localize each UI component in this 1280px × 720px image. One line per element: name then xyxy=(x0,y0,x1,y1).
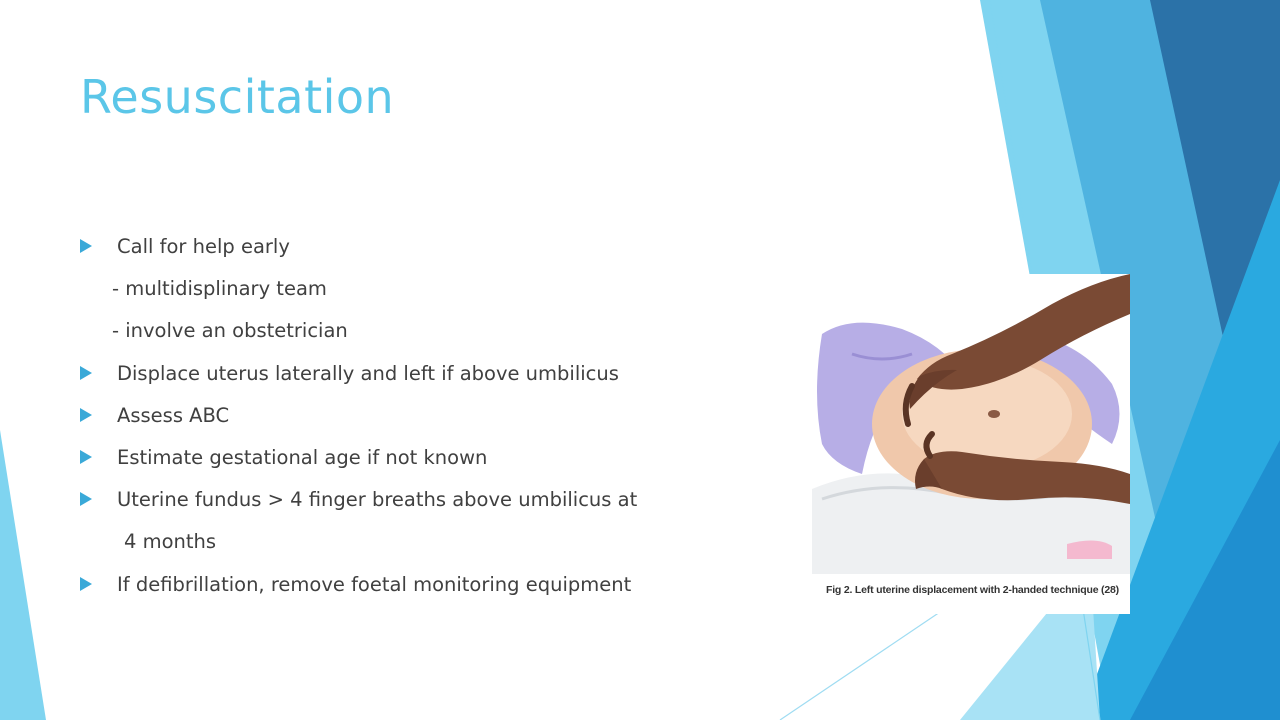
list-item xyxy=(80,568,631,600)
list-item-text: Call for help early xyxy=(117,234,290,258)
list-item xyxy=(80,483,637,515)
list-subitem xyxy=(112,272,327,304)
list-item-text: 4 months xyxy=(124,529,217,553)
list-continuation xyxy=(124,525,216,557)
list-item-text: Estimate gestational age if not known xyxy=(117,445,488,469)
list-item-text: - involve an obstetrician xyxy=(112,318,348,342)
slide-title: Resuscitation xyxy=(80,70,395,124)
arrow-bullet-icon xyxy=(80,357,117,389)
arrow-bullet-icon xyxy=(80,483,117,515)
uterine-displacement-figure xyxy=(812,274,1130,614)
figure-caption: Fig 2. Left uterine displacement with 2-handed technique (28) xyxy=(826,584,1119,596)
list-subitem xyxy=(112,314,348,346)
uterine-displacement-illustration xyxy=(812,274,1130,574)
list-item-text: Displace uterus laterally and left if above umbilicus xyxy=(117,361,619,385)
arrow-bullet-icon xyxy=(80,441,117,473)
list-item xyxy=(80,357,619,389)
arrow-bullet-icon xyxy=(80,568,117,600)
list-item xyxy=(80,441,487,473)
arrow-bullet-icon xyxy=(80,399,117,431)
arrow-bullet-icon xyxy=(80,230,117,262)
list-item xyxy=(80,399,229,431)
list-item-text: - multidisplinary team xyxy=(112,276,327,300)
list-item-text: If defibrillation, remove foetal monitoring equipment xyxy=(117,572,632,596)
list-item-text: Uterine fundus > 4 finger breaths above umbilicus at xyxy=(117,487,638,511)
list-item-text: Assess ABC xyxy=(117,403,230,427)
list-item xyxy=(80,230,290,262)
